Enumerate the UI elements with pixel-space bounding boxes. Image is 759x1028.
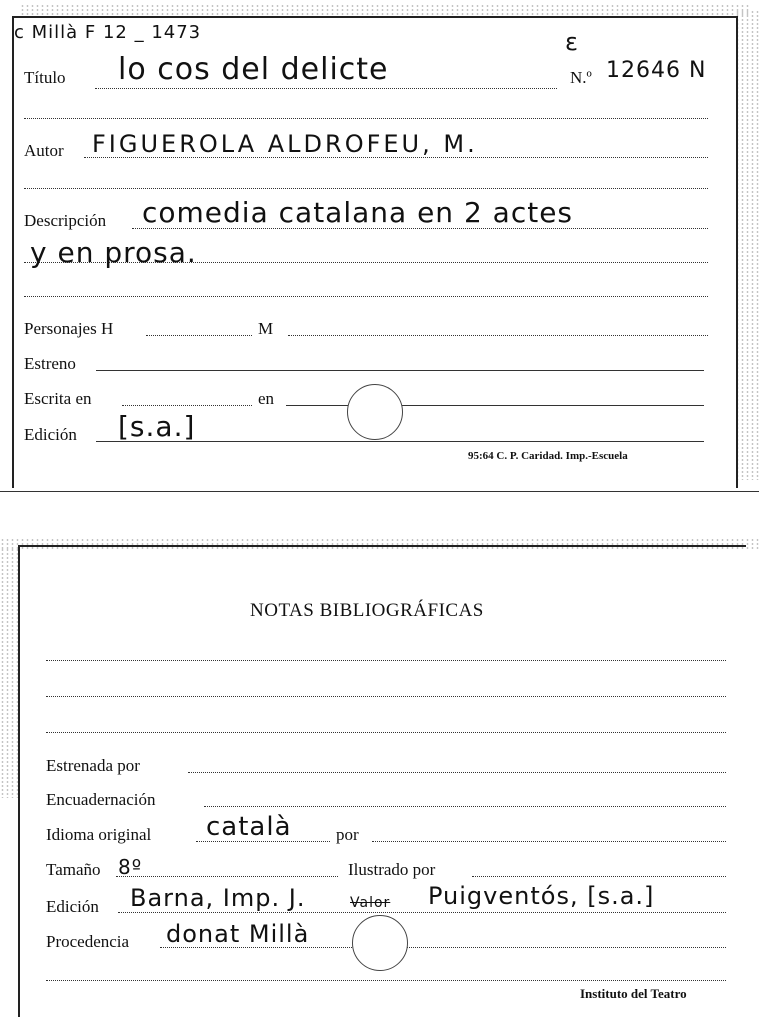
m-label: M xyxy=(258,319,274,338)
encuadernacion-line xyxy=(204,806,726,807)
procedencia-label: Procedencia xyxy=(46,932,130,951)
personajes-m-line xyxy=(288,335,708,336)
personajes-h-line xyxy=(146,335,252,336)
titulo-line xyxy=(95,88,557,89)
footer-institute: Instituto del Teatro xyxy=(580,986,687,1001)
number-prefix-mark: ε xyxy=(565,28,579,56)
edicion2-value-a: Barna, Imp. J. xyxy=(130,884,306,912)
personajes-label: Personajes H xyxy=(24,319,114,338)
autor-label: Autor xyxy=(24,141,64,160)
idioma-value: català xyxy=(206,812,292,842)
estrenada-label: Estrenada por xyxy=(46,756,140,775)
ilustrado-label: Ilustrado por xyxy=(348,860,436,879)
edicion2-line xyxy=(118,912,726,913)
procedencia-value: donat Millà xyxy=(166,920,310,948)
estreno-line xyxy=(96,370,704,371)
card-separator xyxy=(0,491,759,492)
en-label: en xyxy=(258,389,275,408)
descripcion-value-1: comedia catalana en 2 actes xyxy=(142,196,574,229)
number-value: 12646 N xyxy=(606,58,707,83)
autor-value: FIGUEROLA ALDROFEU, M. xyxy=(92,130,478,158)
edge-speckle xyxy=(0,548,18,798)
blank-line xyxy=(24,188,708,189)
notes-line xyxy=(46,732,726,733)
titulo-value: lo cos del delicte xyxy=(118,52,389,87)
number-label: N.º xyxy=(570,68,592,87)
edge-speckle xyxy=(735,10,759,480)
blank-line xyxy=(24,118,708,119)
edicion-label: Edición xyxy=(24,425,77,444)
estrenada-line xyxy=(188,772,726,773)
tamano-label: Tamaño xyxy=(46,860,101,879)
edge-speckle xyxy=(20,4,750,16)
descripcion-value-2: y en prosa. xyxy=(30,236,197,269)
titulo-label: Título xyxy=(24,68,66,87)
edicion2-value-struck: Valor xyxy=(350,895,391,911)
notas-heading: NOTAS BIBLIOGRÁFICAS xyxy=(250,600,484,621)
bottom-line xyxy=(46,980,726,981)
escrita-line xyxy=(122,405,252,406)
escrita-label: Escrita en xyxy=(24,389,92,408)
punch-hole xyxy=(352,915,408,971)
top-note: c Millà F 12 _ 1473 xyxy=(14,22,202,43)
notes-line xyxy=(46,696,726,697)
encuadernacion-label: Encuadernación xyxy=(46,790,156,809)
por-line xyxy=(372,841,726,842)
edicion2-value-b: Puigventós, [s.a.] xyxy=(428,882,655,910)
blank-line xyxy=(24,296,708,297)
tamano-line xyxy=(116,876,338,877)
edicion-value: [s.a.] xyxy=(118,410,196,443)
por-label: por xyxy=(336,825,359,844)
estreno-label: Estreno xyxy=(24,354,76,373)
tamano-value: 8º xyxy=(118,855,143,879)
descripcion-label: Descripción xyxy=(24,211,107,230)
ilustrado-line xyxy=(472,876,726,877)
printer-imprint: 95:64 C. P. Caridad. Imp.-Escuela xyxy=(468,450,628,462)
edicion2-label: Edición xyxy=(46,897,99,916)
punch-hole xyxy=(347,384,403,440)
notes-line xyxy=(46,660,726,661)
idioma-label: Idioma original xyxy=(46,825,152,844)
